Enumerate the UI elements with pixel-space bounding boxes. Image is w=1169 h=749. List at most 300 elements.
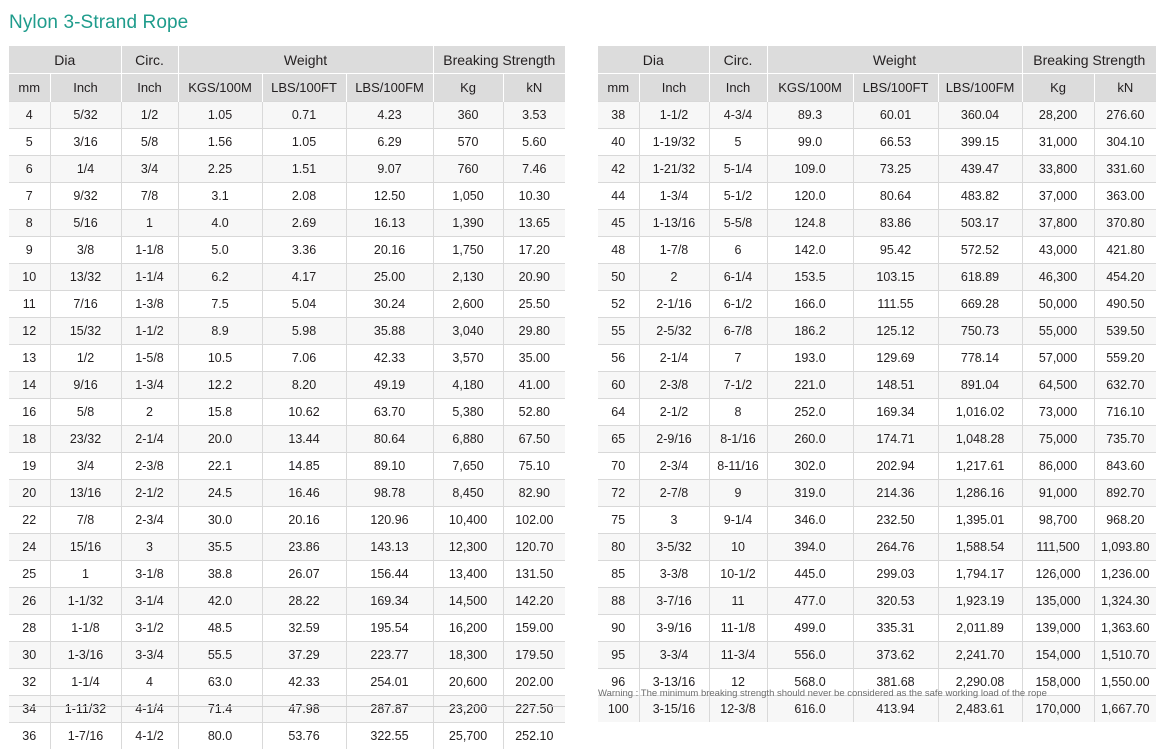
- table-cell: 166.0: [767, 291, 853, 318]
- table-cell: 2: [121, 399, 178, 426]
- table-cell: 252.10: [503, 723, 565, 749]
- table-row: [598, 426, 1156, 453]
- unit-header-cell: kN: [1094, 74, 1156, 102]
- table-cell: 331.60: [1094, 156, 1156, 183]
- table-cell: 50: [598, 264, 639, 291]
- table-cell: 28,200: [1022, 102, 1094, 129]
- table-row: [9, 156, 565, 183]
- unit-header-cell: Inch: [639, 74, 709, 102]
- table-cell: 42.33: [346, 345, 433, 372]
- table-cell: 19: [9, 453, 50, 480]
- table-cell: 7.5: [178, 291, 262, 318]
- table-cell: 214.36: [853, 480, 938, 507]
- table-cell: 42.33: [262, 669, 346, 696]
- table-row: [9, 102, 565, 129]
- table-cell: 111,500: [1022, 534, 1094, 561]
- table-cell: 20,600: [433, 669, 503, 696]
- table-cell: 760: [433, 156, 503, 183]
- table-cell: 2-3/4: [639, 453, 709, 480]
- table-cell: 8-1/16: [709, 426, 767, 453]
- table-cell: 120.0: [767, 183, 853, 210]
- table-cell: 1-1/8: [121, 237, 178, 264]
- table-cell: 439.47: [938, 156, 1022, 183]
- table-cell: 43,000: [1022, 237, 1094, 264]
- table-cell: 75: [598, 507, 639, 534]
- table-cell: 4-1/4: [121, 696, 178, 723]
- table-cell: 25,700: [433, 723, 503, 749]
- table-cell: 5/32: [50, 102, 121, 129]
- table-cell: 302.0: [767, 453, 853, 480]
- table-cell: 6.29: [346, 129, 433, 156]
- table-cell: 13,400: [433, 561, 503, 588]
- table-cell: 186.2: [767, 318, 853, 345]
- table-cell: 346.0: [767, 507, 853, 534]
- header-breaking-strength: Breaking Strength: [433, 46, 565, 74]
- table-cell: 23,200: [433, 696, 503, 723]
- table-row: [9, 318, 565, 345]
- table-row: [9, 534, 565, 561]
- table-cell: 26: [9, 588, 50, 615]
- table-cell: 10-1/2: [709, 561, 767, 588]
- table-cell: 34: [9, 696, 50, 723]
- table-cell: 55.5: [178, 642, 262, 669]
- table-row: [9, 696, 565, 723]
- table-cell: 632.70: [1094, 372, 1156, 399]
- table-cell: 55: [598, 318, 639, 345]
- table-cell: 568.0: [767, 669, 853, 696]
- table-cell: 202.00: [503, 669, 565, 696]
- table-cell: 126,000: [1022, 561, 1094, 588]
- table-cell: 304.10: [1094, 129, 1156, 156]
- table-cell: 2-5/32: [639, 318, 709, 345]
- table-cell: 503.17: [938, 210, 1022, 237]
- table-cell: 5,380: [433, 399, 503, 426]
- page-title: Nylon 3-Strand Rope: [9, 12, 188, 34]
- table-cell: 80.64: [346, 426, 433, 453]
- table-cell: 4.17: [262, 264, 346, 291]
- table-row: [9, 723, 565, 749]
- table-cell: 29.80: [503, 318, 565, 345]
- table-row: [598, 696, 1156, 723]
- header-dia: Dia: [9, 46, 121, 74]
- table-cell: 88: [598, 588, 639, 615]
- table-cell: 7-1/2: [709, 372, 767, 399]
- table-cell: 12: [9, 318, 50, 345]
- table-cell: 64: [598, 399, 639, 426]
- table-row: [9, 615, 565, 642]
- table-cell: 3-3/4: [639, 642, 709, 669]
- table-cell: 370.80: [1094, 210, 1156, 237]
- table-cell: 32.59: [262, 615, 346, 642]
- unit-header-row: [9, 74, 565, 102]
- table-cell: 2-3/8: [121, 453, 178, 480]
- header-circ: Circ.: [121, 46, 178, 74]
- table-cell: 135,000: [1022, 588, 1094, 615]
- table-cell: 46,300: [1022, 264, 1094, 291]
- table-cell: 1,217.61: [938, 453, 1022, 480]
- table-cell: 49.19: [346, 372, 433, 399]
- table-cell: 2-1/2: [639, 399, 709, 426]
- spec-table-right: [598, 46, 1156, 722]
- table-cell: 1-1/4: [50, 669, 121, 696]
- table-cell: 30: [9, 642, 50, 669]
- table-cell: 96: [598, 669, 639, 696]
- table-cell: 10: [9, 264, 50, 291]
- table-cell: 20.0: [178, 426, 262, 453]
- table-cell: 320.53: [853, 588, 938, 615]
- table-cell: 2-1/4: [121, 426, 178, 453]
- table-row: [598, 399, 1156, 426]
- table-cell: 153.5: [767, 264, 853, 291]
- table-row: [9, 345, 565, 372]
- table-cell: 3: [121, 534, 178, 561]
- table-cell: 24: [9, 534, 50, 561]
- table-cell: 129.69: [853, 345, 938, 372]
- table-cell: 9-1/4: [709, 507, 767, 534]
- table-cell: 11-1/8: [709, 615, 767, 642]
- unit-header-cell: Inch: [121, 74, 178, 102]
- table-cell: 33,800: [1022, 156, 1094, 183]
- table-cell: 892.70: [1094, 480, 1156, 507]
- table-cell: 80: [598, 534, 639, 561]
- table-row: [9, 453, 565, 480]
- table-cell: 37.29: [262, 642, 346, 669]
- table-cell: 131.50: [503, 561, 565, 588]
- table-cell: 142.0: [767, 237, 853, 264]
- table-cell: 111.55: [853, 291, 938, 318]
- table-cell: 1,588.54: [938, 534, 1022, 561]
- table-cell: 40: [598, 129, 639, 156]
- table-cell: 5: [709, 129, 767, 156]
- table-cell: 14: [9, 372, 50, 399]
- table-cell: 394.0: [767, 534, 853, 561]
- table-cell: 4,180: [433, 372, 503, 399]
- table-cell: 3/4: [121, 156, 178, 183]
- table-cell: 1,667.70: [1094, 696, 1156, 723]
- table-cell: 6-1/4: [709, 264, 767, 291]
- table-cell: 1: [50, 561, 121, 588]
- table-cell: 12.50: [346, 183, 433, 210]
- table-cell: 1: [121, 210, 178, 237]
- table-cell: 7.06: [262, 345, 346, 372]
- table-cell: 66.53: [853, 129, 938, 156]
- group-header-row: [9, 46, 565, 74]
- table-row: [598, 318, 1156, 345]
- table-cell: 3-3/4: [121, 642, 178, 669]
- table-cell: 360: [433, 102, 503, 129]
- table-row: [598, 453, 1156, 480]
- table-cell: 477.0: [767, 588, 853, 615]
- table-cell: 1.51: [262, 156, 346, 183]
- table-cell: 73.25: [853, 156, 938, 183]
- table-row: [9, 264, 565, 291]
- table-cell: 1,794.17: [938, 561, 1022, 588]
- table-cell: 55,000: [1022, 318, 1094, 345]
- table-cell: 2-9/16: [639, 426, 709, 453]
- table-cell: 1,286.16: [938, 480, 1022, 507]
- table-cell: 1.05: [178, 102, 262, 129]
- table-row: [598, 642, 1156, 669]
- table-cell: 25: [9, 561, 50, 588]
- table-cell: 70: [598, 453, 639, 480]
- table-cell: 20.16: [346, 237, 433, 264]
- table-cell: 80.0: [178, 723, 262, 749]
- table-cell: 276.60: [1094, 102, 1156, 129]
- table-row: [598, 588, 1156, 615]
- table-row: [598, 210, 1156, 237]
- table-row: [9, 129, 565, 156]
- table-cell: 72: [598, 480, 639, 507]
- table-cell: 8.9: [178, 318, 262, 345]
- table-cell: 18,300: [433, 642, 503, 669]
- table-cell: 125.12: [853, 318, 938, 345]
- table-cell: 15.8: [178, 399, 262, 426]
- table-cell: 221.0: [767, 372, 853, 399]
- table-cell: 12-3/8: [709, 696, 767, 723]
- table-row: [9, 642, 565, 669]
- table-cell: 2-3/4: [121, 507, 178, 534]
- table-cell: 9/16: [50, 372, 121, 399]
- table-cell: 42.0: [178, 588, 262, 615]
- table-row: [9, 669, 565, 696]
- table-cell: 1,050: [433, 183, 503, 210]
- table-cell: 1,236.00: [1094, 561, 1156, 588]
- divider: [9, 706, 565, 707]
- table-cell: 1,363.60: [1094, 615, 1156, 642]
- table-cell: 64,500: [1022, 372, 1094, 399]
- table-cell: 6.2: [178, 264, 262, 291]
- table-cell: 13.65: [503, 210, 565, 237]
- table-cell: 7.46: [503, 156, 565, 183]
- table-cell: 158,000: [1022, 669, 1094, 696]
- table-cell: 193.0: [767, 345, 853, 372]
- table-cell: 3-5/32: [639, 534, 709, 561]
- table-cell: 1/2: [50, 345, 121, 372]
- table-cell: 35.5: [178, 534, 262, 561]
- table-row: [598, 372, 1156, 399]
- unit-header-cell: KGS/100M: [767, 74, 853, 102]
- table-cell: 669.28: [938, 291, 1022, 318]
- table-cell: 91,000: [1022, 480, 1094, 507]
- table-cell: 142.20: [503, 588, 565, 615]
- table-cell: 6-1/2: [709, 291, 767, 318]
- table-cell: 4: [121, 669, 178, 696]
- table-row: [9, 183, 565, 210]
- table-cell: 3-3/8: [639, 561, 709, 588]
- table-cell: 13: [9, 345, 50, 372]
- table-cell: 10.30: [503, 183, 565, 210]
- table-cell: 52: [598, 291, 639, 318]
- table-cell: 483.82: [938, 183, 1022, 210]
- table-cell: 15/32: [50, 318, 121, 345]
- unit-header-cell: LBS/100FM: [346, 74, 433, 102]
- table-cell: 2,600: [433, 291, 503, 318]
- table-cell: 7: [9, 183, 50, 210]
- table-cell: 14,500: [433, 588, 503, 615]
- table-cell: 490.50: [1094, 291, 1156, 318]
- table-cell: 18: [9, 426, 50, 453]
- table-cell: 85: [598, 561, 639, 588]
- table-cell: 16: [9, 399, 50, 426]
- header-breaking-strength: Breaking Strength: [1022, 46, 1156, 74]
- table-cell: 750.73: [938, 318, 1022, 345]
- table-cell: 35.88: [346, 318, 433, 345]
- table-cell: 2: [639, 264, 709, 291]
- table-cell: 80.64: [853, 183, 938, 210]
- table-row: [9, 399, 565, 426]
- table-cell: 556.0: [767, 642, 853, 669]
- unit-header-cell: Inch: [50, 74, 121, 102]
- table-cell: 3-13/16: [639, 669, 709, 696]
- table-cell: 95: [598, 642, 639, 669]
- table-row: [598, 183, 1156, 210]
- table-cell: 3-15/16: [639, 696, 709, 723]
- table-cell: 5.04: [262, 291, 346, 318]
- table-cell: 2,130: [433, 264, 503, 291]
- table-cell: 3.53: [503, 102, 565, 129]
- table-cell: 22: [9, 507, 50, 534]
- table-cell: 57,000: [1022, 345, 1094, 372]
- table-cell: 1,550.00: [1094, 669, 1156, 696]
- table-cell: 4-3/4: [709, 102, 767, 129]
- table-cell: 1,324.30: [1094, 588, 1156, 615]
- table-cell: 9/32: [50, 183, 121, 210]
- table-cell: 9: [9, 237, 50, 264]
- table-cell: 1-3/8: [121, 291, 178, 318]
- table-cell: 63.0: [178, 669, 262, 696]
- table-cell: 618.89: [938, 264, 1022, 291]
- table-cell: 8: [709, 399, 767, 426]
- table-cell: 6: [709, 237, 767, 264]
- table-cell: 15/16: [50, 534, 121, 561]
- table-cell: 2,290.08: [938, 669, 1022, 696]
- table-row: [9, 480, 565, 507]
- table-cell: 25.00: [346, 264, 433, 291]
- table-cell: 48.5: [178, 615, 262, 642]
- table-cell: 45: [598, 210, 639, 237]
- table-cell: 36: [9, 723, 50, 749]
- table-row: [9, 561, 565, 588]
- table-cell: 499.0: [767, 615, 853, 642]
- table-cell: 38: [598, 102, 639, 129]
- table-cell: 12: [709, 669, 767, 696]
- table-cell: 968.20: [1094, 507, 1156, 534]
- table-cell: 22.1: [178, 453, 262, 480]
- table-cell: 9.07: [346, 156, 433, 183]
- table-cell: 156.44: [346, 561, 433, 588]
- table-cell: 322.55: [346, 723, 433, 749]
- table-row: [9, 210, 565, 237]
- table-cell: 2-1/16: [639, 291, 709, 318]
- table-cell: 3,040: [433, 318, 503, 345]
- table-cell: 1,750: [433, 237, 503, 264]
- table-cell: 6,880: [433, 426, 503, 453]
- table-cell: 3/4: [50, 453, 121, 480]
- table-cell: 559.20: [1094, 345, 1156, 372]
- table-cell: 1,390: [433, 210, 503, 237]
- table-cell: 5/8: [50, 399, 121, 426]
- header-weight: Weight: [178, 46, 433, 74]
- table-row: [598, 237, 1156, 264]
- table-cell: 37,000: [1022, 183, 1094, 210]
- table-cell: 1-3/4: [639, 183, 709, 210]
- table-cell: 6-7/8: [709, 318, 767, 345]
- group-header-row: [598, 46, 1156, 74]
- table-row: [598, 615, 1156, 642]
- table-cell: 60: [598, 372, 639, 399]
- table-cell: 98,700: [1022, 507, 1094, 534]
- table-cell: 891.04: [938, 372, 1022, 399]
- table-cell: 3-1/4: [121, 588, 178, 615]
- table-cell: 47.98: [262, 696, 346, 723]
- unit-header-cell: kN: [503, 74, 565, 102]
- table-cell: 1-5/8: [121, 345, 178, 372]
- table-cell: 1-11/32: [50, 696, 121, 723]
- table-cell: 3/8: [50, 237, 121, 264]
- table-cell: 1-1/2: [121, 318, 178, 345]
- table-cell: 4: [9, 102, 50, 129]
- table-cell: 3-7/16: [639, 588, 709, 615]
- table-cell: 65: [598, 426, 639, 453]
- table-cell: 7/16: [50, 291, 121, 318]
- unit-header-cell: KGS/100M: [178, 74, 262, 102]
- table-cell: 421.80: [1094, 237, 1156, 264]
- table-cell: 2.25: [178, 156, 262, 183]
- table-cell: 7,650: [433, 453, 503, 480]
- table-cell: 5/8: [121, 129, 178, 156]
- table-cell: 1,510.70: [1094, 642, 1156, 669]
- table-cell: 1-1/8: [50, 615, 121, 642]
- table-cell: 71.4: [178, 696, 262, 723]
- table-cell: 48: [598, 237, 639, 264]
- table-cell: 28.22: [262, 588, 346, 615]
- table-row: [9, 507, 565, 534]
- unit-header-cell: LBS/100FT: [853, 74, 938, 102]
- table-cell: 373.62: [853, 642, 938, 669]
- table-cell: 1-21/32: [639, 156, 709, 183]
- table-cell: 32: [9, 669, 50, 696]
- table-cell: 570: [433, 129, 503, 156]
- table-row: [598, 291, 1156, 318]
- table-cell: 86,000: [1022, 453, 1094, 480]
- unit-header-cell: LBS/100FM: [938, 74, 1022, 102]
- table-cell: 202.94: [853, 453, 938, 480]
- table-cell: 89.3: [767, 102, 853, 129]
- table-cell: 1-1/2: [639, 102, 709, 129]
- table-cell: 120.70: [503, 534, 565, 561]
- table-cell: 23/32: [50, 426, 121, 453]
- header-weight: Weight: [767, 46, 1022, 74]
- table-cell: 299.03: [853, 561, 938, 588]
- table-cell: 335.31: [853, 615, 938, 642]
- table-cell: 716.10: [1094, 399, 1156, 426]
- table-cell: 143.13: [346, 534, 433, 561]
- table-cell: 11: [9, 291, 50, 318]
- table-cell: 2.08: [262, 183, 346, 210]
- table-cell: 24.5: [178, 480, 262, 507]
- table-cell: 100: [598, 696, 639, 723]
- table-cell: 13/32: [50, 264, 121, 291]
- table-cell: 1,395.01: [938, 507, 1022, 534]
- table-cell: 10.62: [262, 399, 346, 426]
- table-cell: 2-7/8: [639, 480, 709, 507]
- table-cell: 75,000: [1022, 426, 1094, 453]
- warning-note: Warning : The minimum breaking strength should never be considered as the safe working load of the rope: [598, 688, 1047, 699]
- table-cell: 89.10: [346, 453, 433, 480]
- table-row: [598, 102, 1156, 129]
- table-cell: 2-1/2: [121, 480, 178, 507]
- table-cell: 12.2: [178, 372, 262, 399]
